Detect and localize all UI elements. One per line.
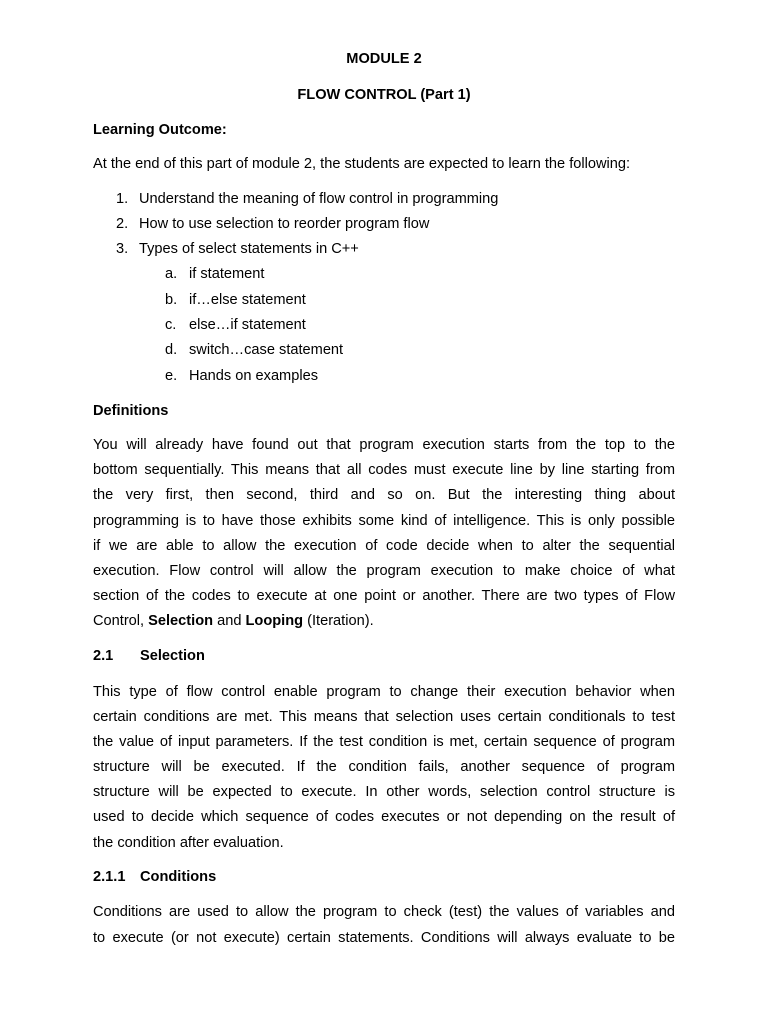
selection-line: used to decide which sequence of codes executes or not depending on the result of (93, 809, 675, 825)
module-title: MODULE 2 (346, 51, 422, 67)
conditions-line: to execute (or not execute) certain statements. Conditions will always evaluate to be (93, 930, 675, 946)
list-item-number: 1. (116, 191, 129, 207)
sub-list-item-text: else…if statement (189, 317, 306, 333)
module-subtitle: FLOW CONTROL (Part 1) (297, 87, 471, 103)
list-item-text: Understand the meaning of flow control in programming (139, 191, 499, 207)
learning-outcome-intro: At the end of this part of module 2, the students are expected to learn the following: (93, 156, 631, 172)
definitions-line: execution. Flow control will allow the program execution to make choice of what (93, 563, 675, 579)
list-item-number: 2. (116, 216, 129, 232)
sub-list-item-text: if…else statement (189, 292, 306, 308)
sub-list-item-text: switch…case statement (189, 342, 344, 358)
looping-term: Looping (245, 613, 304, 629)
sub-list-item (165, 368, 318, 384)
text-span: and (213, 613, 246, 629)
section-number: 2.1.1 (93, 869, 126, 885)
list-item (116, 241, 359, 257)
selection-line: certain conditions are met. This means that selection uses certain conditionals to test (93, 709, 675, 725)
sub-list-item (165, 266, 264, 282)
section-number: 2.1 (93, 648, 114, 664)
definitions-line: section of the codes to execute at one point or another. There are two types of Flow (93, 588, 675, 604)
section-heading-conditions (93, 869, 216, 885)
definitions-line: the very first, then second, third and so on. But the interesting thing about (93, 487, 675, 503)
list-item (116, 191, 498, 207)
selection-line: structure will be expected to execute. In other words, selection control structure is (93, 784, 675, 800)
selection-line: structure will be executed. If the condition fails, another sequence of program (93, 759, 675, 775)
sub-list-item-letter: c. (165, 317, 177, 333)
selection-line: the condition after evaluation. (93, 835, 284, 851)
sub-list-item-letter: a. (165, 266, 178, 282)
conditions-line: Conditions are used to allow the program to check (test) the values of variables and (93, 904, 675, 920)
definitions-line: bottom sequentially. This means that all codes must execute line by line starting from (93, 462, 675, 478)
list-item (116, 216, 429, 232)
list-item-text: Types of select statements in C++ (139, 241, 359, 257)
selection-line: This type of flow control enable program to change their execution behavior when (93, 684, 675, 700)
selection-term: Selection (148, 613, 214, 629)
definitions-line: if we are able to allow the execution of code decide when to alter the sequential (93, 538, 675, 554)
list-item-number: 3. (116, 241, 129, 257)
definitions-last-line (93, 613, 374, 629)
section-title: Selection (140, 648, 205, 664)
sub-list-item (165, 342, 343, 358)
definitions-heading: Definitions (93, 403, 169, 419)
learning-outcome-heading: Learning Outcome: (93, 122, 227, 138)
text-span: Control, (93, 613, 149, 629)
section-heading-selection (93, 648, 205, 664)
text-span: (Iteration). (303, 613, 374, 629)
list-item-text: How to use selection to reorder program flow (139, 216, 430, 232)
selection-line: the value of input parameters. If the test condition is met, certain sequence of program (93, 734, 675, 750)
sub-list-item-text: Hands on examples (189, 368, 318, 384)
section-title: Conditions (140, 869, 217, 885)
sub-list-item-letter: d. (165, 342, 178, 358)
sub-list-item-letter: e. (165, 368, 178, 384)
sub-list-item (165, 317, 306, 333)
definitions-line: You will already have found out that program execution starts from the top to the (93, 437, 675, 453)
sub-list-item-text: if statement (189, 266, 265, 282)
sub-list-item-letter: b. (165, 292, 178, 308)
sub-list-item (165, 292, 306, 308)
definitions-line: programming is to have those exhibits some kind of intelligence. This is only possible (93, 513, 675, 529)
